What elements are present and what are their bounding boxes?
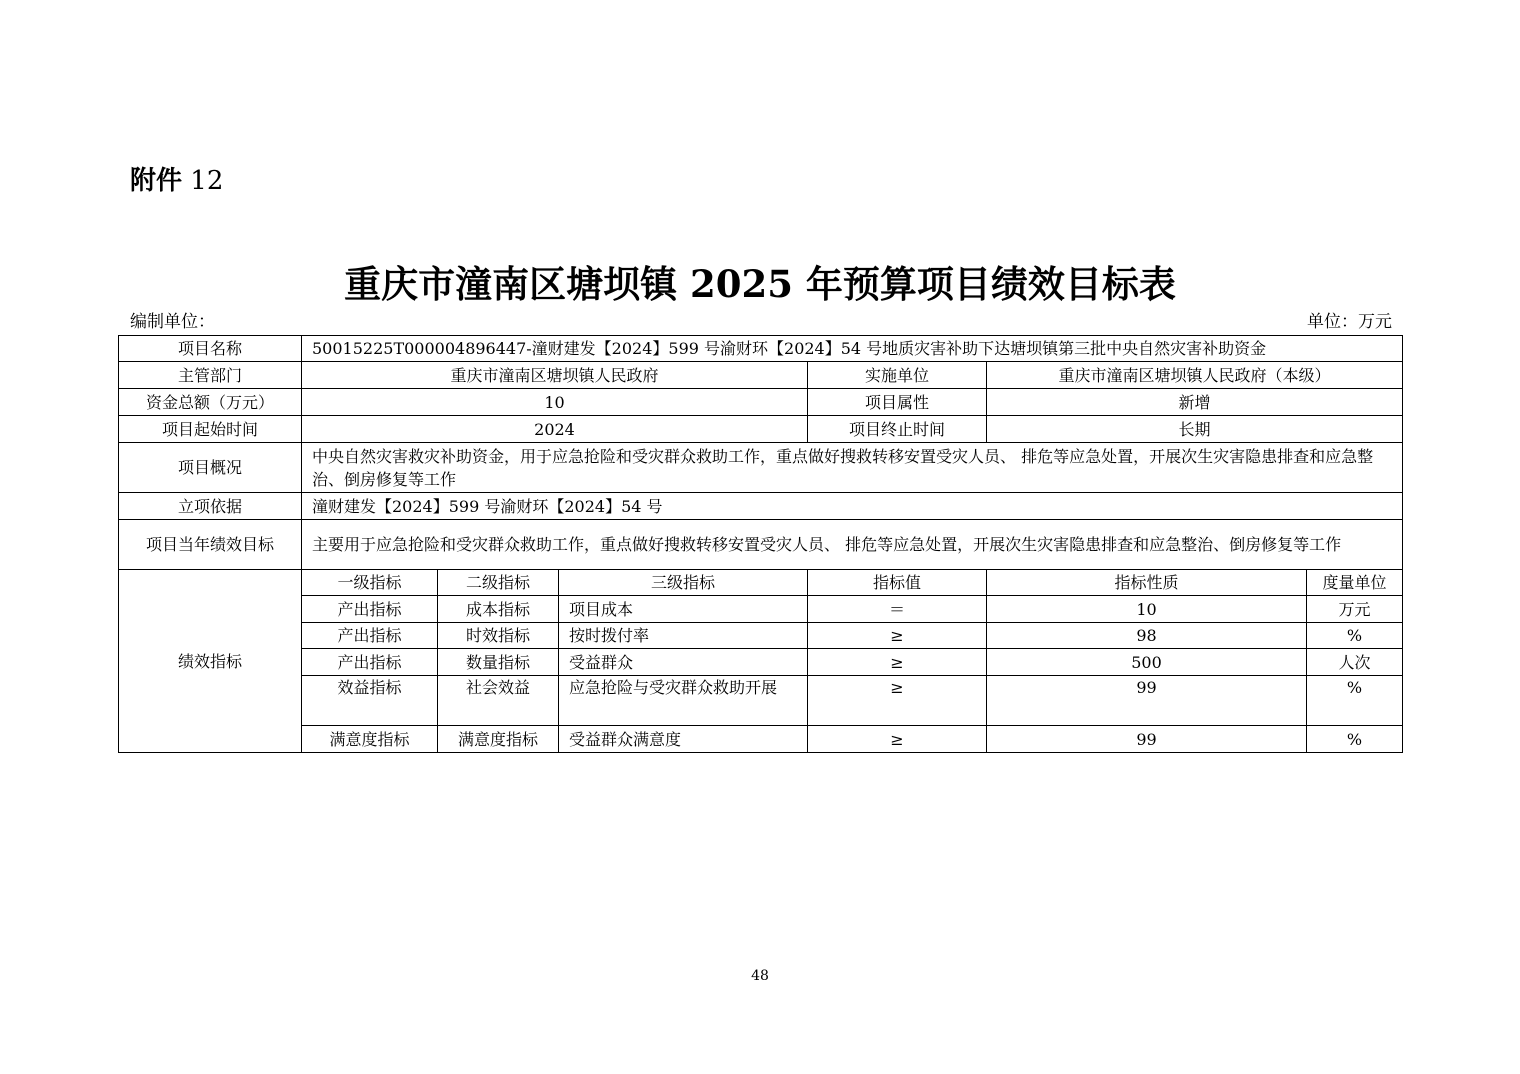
indicator-value: 10 <box>987 596 1307 623</box>
attachment-prefix: 附件 <box>130 166 183 196</box>
indicator-operator: ＝ <box>808 596 987 623</box>
row-time <box>119 416 1403 443</box>
indicator-value: 98 <box>987 623 1307 649</box>
impl-label: 实施单位 <box>808 362 987 389</box>
performance-target-table <box>118 335 1403 753</box>
indicator-operator: ≥ <box>808 649 987 676</box>
dept-value: 重庆市潼南区塘坝镇人民政府 <box>302 362 808 389</box>
header-level1: 一级指标 <box>302 570 438 596</box>
dept-label: 主管部门 <box>119 362 302 389</box>
row-fund <box>119 389 1403 416</box>
fund-value: 10 <box>302 389 808 416</box>
indicator-unit: % <box>1307 726 1403 753</box>
end-value: 长期 <box>987 416 1403 443</box>
attachment-number: 12 <box>190 166 224 196</box>
row-goal <box>119 520 1403 570</box>
goal-label: 项目当年绩效目标 <box>119 520 302 570</box>
header-level2: 二级指标 <box>438 570 559 596</box>
indicator-level2: 时效指标 <box>438 623 559 649</box>
header-target-value: 指标值 <box>808 570 987 596</box>
indicator-operator: ≥ <box>808 676 987 726</box>
indicator-row <box>119 596 1403 623</box>
row-basis <box>119 493 1403 520</box>
impl-value: 重庆市潼南区塘坝镇人民政府（本级） <box>987 362 1403 389</box>
indicator-level3: 受益群众 <box>559 649 808 676</box>
overview-value: 中央自然灾害救灾补助资金，用于应急抢险和受灾群众救助工作，重点做好搜救转移安置受灾人员、 排危等应急处置，开展次生灾害隐患排查和应急整治、倒房修复等工作 <box>302 443 1403 493</box>
indicator-level2: 成本指标 <box>438 596 559 623</box>
end-label: 项目终止时间 <box>808 416 987 443</box>
indicator-row <box>119 623 1403 649</box>
attr-label: 项目属性 <box>808 389 987 416</box>
document-title: 重庆市潼南区塘坝镇 2025 年预算项目绩效目标表 <box>344 262 1176 306</box>
indicator-unit: 人次 <box>1307 649 1403 676</box>
fund-label: 资金总额（万元） <box>119 389 302 416</box>
project-name-label: 项目名称 <box>119 336 302 362</box>
indicator-unit: % <box>1307 676 1403 726</box>
row-department <box>119 362 1403 389</box>
money-unit-label: 单位：万元 <box>1307 312 1392 332</box>
indicator-level1: 产出指标 <box>302 649 438 676</box>
basis-label: 立项依据 <box>119 493 302 520</box>
indicator-level3: 按时拨付率 <box>559 623 808 649</box>
indicator-level1: 满意度指标 <box>302 726 438 753</box>
indicator-value: 99 <box>987 676 1307 726</box>
indicator-row <box>119 726 1403 753</box>
indicator-value: 500 <box>987 649 1307 676</box>
indicator-operator: ≥ <box>808 623 987 649</box>
header-nature: 指标性质 <box>987 570 1307 596</box>
attachment-label <box>130 163 223 199</box>
indicator-level2: 社会效益 <box>438 676 559 726</box>
indicator-header-row <box>119 570 1403 596</box>
header-level3: 三级指标 <box>559 570 808 596</box>
indicator-level1: 产出指标 <box>302 623 438 649</box>
goal-value: 主要用于应急抢险和受灾群众救助工作，重点做好搜救转移安置受灾人员、 排危等应急处置，开展次生灾害隐患排查和应急整治、倒房修复等工作 <box>302 520 1403 570</box>
indicator-level1: 产出指标 <box>302 596 438 623</box>
prep-unit-label: 编制单位： <box>130 312 215 332</box>
indicator-level3: 项目成本 <box>559 596 808 623</box>
indicator-level2: 数量指标 <box>438 649 559 676</box>
basis-value: 潼财建发【2024】599 号渝财环【2024】54 号 <box>302 493 1403 520</box>
row-project-name <box>119 336 1403 362</box>
indicator-unit: 万元 <box>1307 596 1403 623</box>
indicator-level3: 应急抢险与受灾群众救助开展 <box>559 676 808 726</box>
overview-label: 项目概况 <box>119 443 302 493</box>
indicator-unit: % <box>1307 623 1403 649</box>
page-number: 48 <box>751 968 769 984</box>
indicator-row <box>119 676 1403 726</box>
start-value: 2024 <box>302 416 808 443</box>
attr-value: 新增 <box>987 389 1403 416</box>
start-label: 项目起始时间 <box>119 416 302 443</box>
indicator-row <box>119 649 1403 676</box>
indicators-label: 绩效指标 <box>119 570 302 753</box>
indicator-level1: 效益指标 <box>302 676 438 726</box>
indicator-level3: 受益群众满意度 <box>559 726 808 753</box>
row-overview <box>119 443 1403 493</box>
header-unit: 度量单位 <box>1307 570 1403 596</box>
indicator-level2: 满意度指标 <box>438 726 559 753</box>
indicator-operator: ≥ <box>808 726 987 753</box>
indicator-value: 99 <box>987 726 1307 753</box>
project-name-value: 50015225T000004896447-潼财建发【2024】599 号渝财环【2024】54 号地质灾害补助下达塘坝镇第三批中央自然灾害补助资金 <box>302 336 1403 362</box>
